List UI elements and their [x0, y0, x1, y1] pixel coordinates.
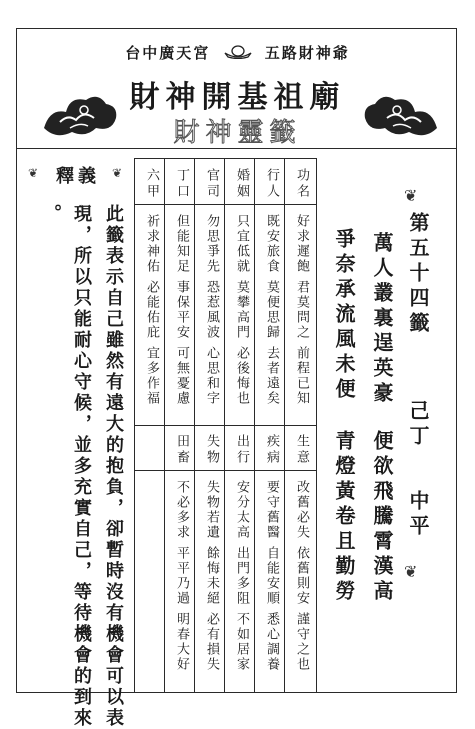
category-text: 勿思爭先 恐惹風波 心思和字 — [204, 214, 219, 407]
category-label: 出行 — [234, 434, 249, 466]
corner-ornament-icon: ❦ — [404, 186, 418, 205]
slip-subtitle: 財神靈籤 — [173, 118, 302, 148]
grid-line — [316, 158, 317, 693]
temple-title: 財神開基祖廟 — [129, 80, 346, 115]
category-label: 疾病 — [264, 434, 279, 466]
category-label: 失物 — [204, 434, 219, 466]
explanation-line: 現，所以只能耐心守候，並多充實自己，等待機會的到來 — [71, 204, 92, 729]
grid-line — [134, 158, 316, 159]
fortune-number: 第五十四籤 — [406, 212, 430, 337]
category-text: 祈求神佑 必能佑庇 宜多作福 — [144, 214, 159, 407]
category-label: 行人 — [264, 168, 279, 200]
category-text: 改舊必失 依舊則安 謹守之也 — [294, 480, 309, 673]
category-text: 安分太高 出門多阻 不如居家 — [234, 480, 249, 673]
category-label: 功名 — [294, 168, 309, 200]
category-label: 丁口 — [174, 168, 189, 200]
explanation-title: 釋義 — [56, 166, 100, 187]
poem-line: 爭奈承流風未便 — [332, 228, 356, 403]
category-text: 只宜低就 莫攀高門 必後悔也 — [234, 214, 249, 407]
corner-ornament-icon: ❦ — [28, 166, 39, 180]
corner-ornament-icon: ❦ — [112, 166, 123, 180]
category-label: 官司 — [204, 168, 219, 200]
explanation-line: 。 — [41, 204, 62, 225]
grid-line — [134, 470, 316, 471]
fortune-grade: 中平 — [406, 490, 430, 540]
category-label: 生意 — [294, 434, 309, 466]
category-text: 既安旅食 莫便思歸 去者遠矣 — [264, 214, 279, 407]
temple-line — [100, 42, 375, 63]
poem-line: 青燈黃卷且勤勞 — [332, 430, 356, 605]
poem-line: 便欲飛騰霄漢高 — [370, 430, 394, 605]
corner-ornament-icon: ❦ — [404, 562, 418, 581]
fortune-stem: 己丁 — [406, 400, 430, 450]
grid-line — [134, 204, 316, 205]
temple-name: 台中廣天宮 — [125, 44, 211, 62]
grid-line — [134, 425, 316, 426]
explanation-line: 此籤表示自己雖然有遠大的抱負，卻暫時沒有機會可以表 — [103, 204, 124, 729]
category-label: 田畜 — [174, 434, 189, 466]
category-text: 失物若遺 餘悔未絕 必有損失 — [204, 480, 219, 673]
category-text: 不必多求 平平乃過 明春大好 — [174, 480, 189, 673]
category-label: 婚姻 — [234, 168, 249, 200]
category-text: 好求遲飽 君莫問之 前程已知 — [294, 214, 309, 407]
category-text: 但能知足 事保平安 可無憂慮 — [174, 214, 189, 407]
poem-line: 萬人叢裏逞英豪 — [370, 232, 394, 407]
deity-name: 五路財神爺 — [264, 44, 350, 62]
gold-ingot-icon — [224, 45, 252, 59]
category-label: 六甲 — [144, 168, 159, 200]
category-text: 要守舊醫 自能安順 悉心調養 — [264, 480, 279, 673]
